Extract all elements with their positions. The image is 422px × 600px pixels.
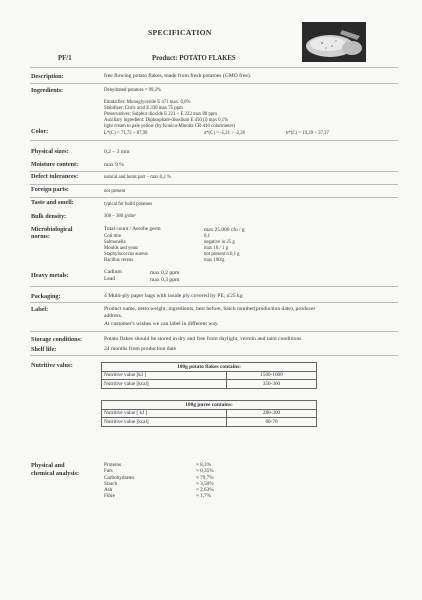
packaging-value: 4 Multi-ply paper bags with inside ply covered by PE, a'25 kg — [104, 293, 243, 299]
divider — [30, 184, 398, 185]
table-row — [102, 409, 317, 418]
analysis-name: Starch — [104, 480, 118, 487]
divider — [30, 83, 398, 84]
divider — [30, 197, 398, 198]
divider — [30, 302, 398, 303]
table-header: 100g potato flakes contains: — [102, 363, 317, 372]
micro-row-value: not present n 0,1 g — [204, 252, 240, 257]
divider — [30, 67, 398, 68]
analysis-name: Fats — [104, 468, 113, 475]
table-row — [102, 418, 317, 427]
taste-value: typical for boild potatoes — [104, 202, 153, 207]
storage-label: Storage conditions: — [31, 336, 83, 343]
spec-code: PF/1 — [58, 55, 72, 62]
shelf-life-value: 24 months from production date — [104, 346, 177, 352]
micro-row-value: negative in 25 g — [204, 240, 235, 245]
color-a-value: a*(C) = -5,21 ÷ -2,26 — [204, 131, 246, 136]
micro-label: norms: — [31, 233, 50, 240]
taste-label: Taste and smell: — [31, 199, 74, 206]
divider — [30, 355, 398, 356]
analysis-name: Ash — [104, 487, 113, 494]
micro-row-value: 0,1 — [204, 234, 210, 239]
micro-label: Microbiological — [31, 226, 73, 233]
micro-row-value: max 100/g — [204, 258, 225, 263]
divider — [30, 286, 398, 287]
table-header: 100g puree contains: — [102, 401, 317, 410]
table-cell-value: 280-300 — [227, 409, 317, 418]
divider — [30, 140, 398, 141]
packaging-label: Packaging: — [31, 293, 61, 300]
ingredients-label: Ingredients: — [31, 87, 64, 94]
color-b-value: b*(C) = 19,39 ÷ 37,37 — [286, 131, 329, 136]
shelf-life-label: Shelf life: — [31, 346, 57, 353]
micro-row-name: Bacillus cereus — [104, 258, 134, 263]
table-cell-name: Nutritive value [kcal] — [102, 380, 227, 389]
analysis-value: ≈ 1,7% — [196, 493, 211, 500]
table-row — [102, 371, 317, 380]
physical-sizes-value: 0,2 – 3 mm — [104, 149, 130, 155]
micro-row-value: max 10 / 1 g — [204, 246, 228, 251]
analysis-name: Carbohydrates — [104, 474, 135, 481]
heavy-metal-name: Lead — [104, 276, 116, 282]
heavy-metals-label: Heavy metals: — [31, 272, 69, 279]
micro-row-name: Total count / Aerobe germ — [104, 226, 161, 232]
color-line: light cream to pale yellow (by Konica-Minolta CR-410 colorimeter) — [104, 124, 235, 129]
analysis-value: ≈ 3,50% — [196, 480, 214, 487]
flakes-nutrition-table — [101, 362, 317, 389]
bulk-density-label: Bulk density: — [31, 213, 67, 220]
table-cell-name: Nutritive value [kcal] — [102, 418, 227, 427]
foreign-parts-value: not present — [104, 189, 126, 194]
divider — [30, 171, 398, 172]
analysis-name: Proteins — [104, 462, 122, 468]
description-value: free flowing potato flakes, made from fresh potatoes (GMO free). — [104, 73, 252, 79]
ingredients-line: Auxiliary ingredient: Diphosphate-disodium E 450 (i) max 0,1% — [104, 118, 229, 123]
analysis-label: Physical and — [31, 462, 65, 469]
product-name: Product: POTATO FLAKES — [152, 55, 236, 62]
label-line: address. — [104, 313, 123, 319]
analysis-name: Fibre — [104, 493, 115, 500]
ingredients-line: Stabilizer: Citric acid E 330 max 75 ppm — [104, 106, 183, 111]
moisture-label: Moisture content: — [31, 161, 79, 168]
table-cell-name: Nutritive value [ kJ ] — [102, 409, 227, 418]
table-cell-value: 1500-1600 — [227, 371, 317, 380]
page-title: SPECIFICATION — [148, 28, 212, 37]
table-cell-value: 350-360 — [227, 380, 317, 389]
label-field-label: Label: — [31, 306, 49, 313]
analysis-list — [104, 462, 214, 500]
nutritive-label: Nutritive value: — [31, 362, 73, 369]
storage-value: Potato flakes should be stored in dry and free from daylight, vermin and taint conditions — [104, 336, 302, 342]
moisture-value: max 9 % — [104, 162, 124, 168]
table-row — [102, 380, 317, 389]
heavy-metal-name: Cadium — [104, 269, 122, 275]
description-label: Description: — [31, 73, 64, 80]
analysis-value: ≈ 2,63% — [196, 487, 214, 494]
micro-row-name: Coli titre — [104, 234, 122, 239]
defect-label: Defect tolerances: — [31, 173, 79, 180]
divider — [30, 331, 398, 332]
label-line: Product name, netto weight, ingredients, best before, batch number(production date), producer — [104, 306, 316, 312]
potato-flakes-photo — [302, 22, 366, 62]
micro-row-name: Moulds and yeast — [104, 246, 138, 251]
bulk-density-value: 300 – 380 g/dm³ — [104, 214, 136, 219]
analysis-label: chemical analysis: — [31, 470, 79, 477]
ingredients-line: Emulsifier: Monoglyceride E 471 max. 0,6% — [104, 100, 191, 105]
color-label: Color: — [31, 128, 49, 135]
ingredients-line: Dehydrated potatoes = 99,2% — [104, 88, 162, 93]
puree-nutrition-table — [101, 400, 317, 427]
defect-value: natural and burnt part – max 0,2 % — [104, 175, 171, 180]
analysis-value: ≈ 8,3% — [196, 462, 211, 468]
physical-sizes-label: Physical sizes: — [31, 148, 69, 155]
heavy-metal-value: max 0,2 ppm — [150, 270, 180, 276]
analysis-value: ≈ 79,7% — [196, 474, 214, 481]
label-line: At customer's wishes we can label in different way. — [104, 321, 219, 327]
ingredients-line: Preservatives: Sulphur dioxide E 221 + E 222 max 80 ppm — [104, 112, 218, 117]
micro-row-value: max 25.000 cfu / g — [204, 227, 245, 233]
heavy-metal-value: max 0,3 ppm — [150, 277, 180, 283]
table-cell-value: 60-70 — [227, 418, 317, 427]
foreign-parts-label: Foreign parts: — [31, 186, 69, 193]
table-cell-name: Nutritive value [kJ ] — [102, 371, 227, 380]
list-item — [104, 493, 214, 499]
color-l-value: L*(C) = 71,72 ÷ 87,99 — [104, 131, 148, 136]
analysis-value: ≈ 0,35% — [196, 468, 214, 475]
micro-row-name: Staphylococcus aureus — [104, 252, 148, 257]
micro-row-name: Salmonella — [104, 240, 126, 245]
